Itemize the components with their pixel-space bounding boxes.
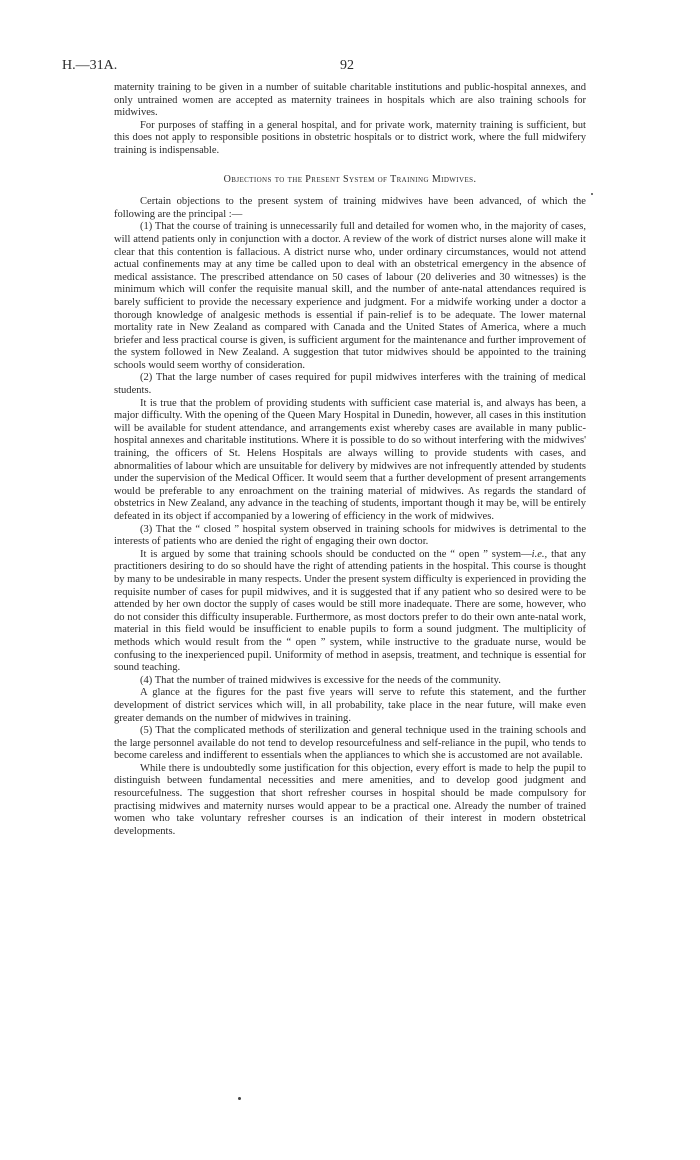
text-run: It is argued by some that training schools should be conducted on the “ open ” system— — [140, 548, 532, 560]
section-heading-text: Objections to the Present System of Training Midwives. — [223, 173, 477, 185]
document-body — [114, 82, 586, 838]
paragraph: For purposes of staffing in a general hospital, and for private work, maternity training is sufficient, but this does not apply to responsible positions in obstetric hospitals or to district work, where the full midwifery training is indispensable. — [114, 119, 586, 156]
objection-3: (3) That the “ closed ” hospital system observed in training schools for midwives is detrimental to the interests of patients who are denied the right of engaging their own doctor. — [114, 523, 586, 548]
objection-2: (2) That the large number of cases required for pupil midwives interferes with the training of medical students. — [114, 372, 586, 397]
paragraph: It is true that the problem of providing students with sufficient case material is, and always has been, a major difficulty. With the opening of the Queen Mary Hospital in Dunedin, however, all cases in this institution will be available for student attendance, and arrangements exist whereby cases are available in many public-hospital annexes and charitable institutions. Where it is possible to do so without interfering with the midwives' training, the officers of St. Helens Hospitals are always willing to provide students with cases, and abnormalities of labour which are unsuitable for delivery by midwives are not infrequently attended by students under the supervision of the Medical Officer. It would seem that a further development of present arrangements would be preferable to any enroachment on the training material of midwives. As regards the standard of obstetrics in New Zealand, any advance in the teaching of students, important though it may be, will be entirely defeated in its object if accompanied by a lowering of efficiency in the work of midwives. — [114, 397, 586, 522]
section-heading — [114, 174, 586, 187]
print-speck — [591, 193, 593, 195]
page-header — [0, 58, 700, 78]
objection-4: (4) That the number of trained midwives is excessive for the needs of the community. — [140, 674, 501, 686]
document-reference: H.—31A. — [62, 58, 118, 73]
text-run: that any practitioners desiring to do so should have the right of attending patients in the hospital. This course is thought by many to be undesirable in many respects. Under the present system difficulty is experienced in providing the requisite number of cases for pupil midwives, and it is suggested that if any patient who so desired were to be attended by her own doctor the supply of cases would be still more inadequate. There are some, however, who do not consider this difficulty insuperable. Furthermore, as most doctors prefer to do their own ante-natal work, material in this field would be insufficient to enable pupils to form a sound judgment. The multiplicity of methods which would result from the “ open ” system, while instructive to the graduate nurse, would be confusing to the inexperienced pupil. Uniformity of method in asepsis, treatment, and technique is essential for sound teaching. — [114, 548, 586, 674]
paragraph — [114, 549, 586, 675]
objection-5: (5) That the complicated methods of sterilization and general technique used in the training schools and the large personnel available do not tend to develop resourcefulness and self-reliance in the pupil, who tends to become careless and indifferent to essentials when the appliances to which she is accustomed are not available. — [114, 725, 586, 762]
paragraph: Certain objections to the present system of training midwives have been advanced, of which the following are the principal :— — [114, 196, 586, 220]
italic-text: i.e., — [531, 548, 548, 560]
paragraph: maternity training to be given in a number of suitable charitable institutions and public-hospital annexes, and only untrained women are accepted as maternity trainees in hospitals which are also training schools for midwives. — [114, 82, 586, 119]
page-number: 92 — [340, 58, 354, 73]
objection-1: (1) That the course of training is unnecessarily full and detailed for women who, in the majority of cases, will attend patients only in conjunction with a doctor. A review of the work of district nurses alone will make it clear that this contention is fallacious. A district nurse who, under ordinary circumstances, would not attend actual confinements may at any time be called upon to deal with an obstetrical emergency in the absence of medical assistance. The prescribed attendance on 50 cases of labour (20 deliveries and 30 witnesses) is the minimum which will confer the requisite manual skill, and the number of ante-natal attendances required is barely sufficient to provide the necessary experience and judgment. For a midwife working under a doctor a thorough knowledge of analgesic methods is essential if pain-relief is to be adequate. The lower maternal mortality rate in New Zealand as compared with Canada and the United States of America, where a much briefer and less practical course is given, is sufficient argument for the maintenance and further improvement of the system followed in New Zealand. A suggestion that tutor midwives should be appointed to the training schools would seem worthy of consideration. — [114, 221, 586, 371]
print-speck — [238, 1097, 241, 1100]
paragraph: A glance at the figures for the past five years will serve to refute this statement, and the further development of district services which will, in all probability, take place in the near future, will make even greater demands on the number of midwives in training. — [114, 687, 586, 724]
paragraph: While there is undoubtedly some justification for this objection, every effort is made to help the pupil to distinguish between fundamental necessities and mere amenities, and to develop good judgment and resourcefulness. The suggestion that short refresher courses in hospital should be made compulsory for practising midwives and maternity nurses would appear to be a practical one. Already the number of trained women who take voluntary refresher courses is an indication of their interest in modern obstetrical developments. — [114, 762, 586, 837]
